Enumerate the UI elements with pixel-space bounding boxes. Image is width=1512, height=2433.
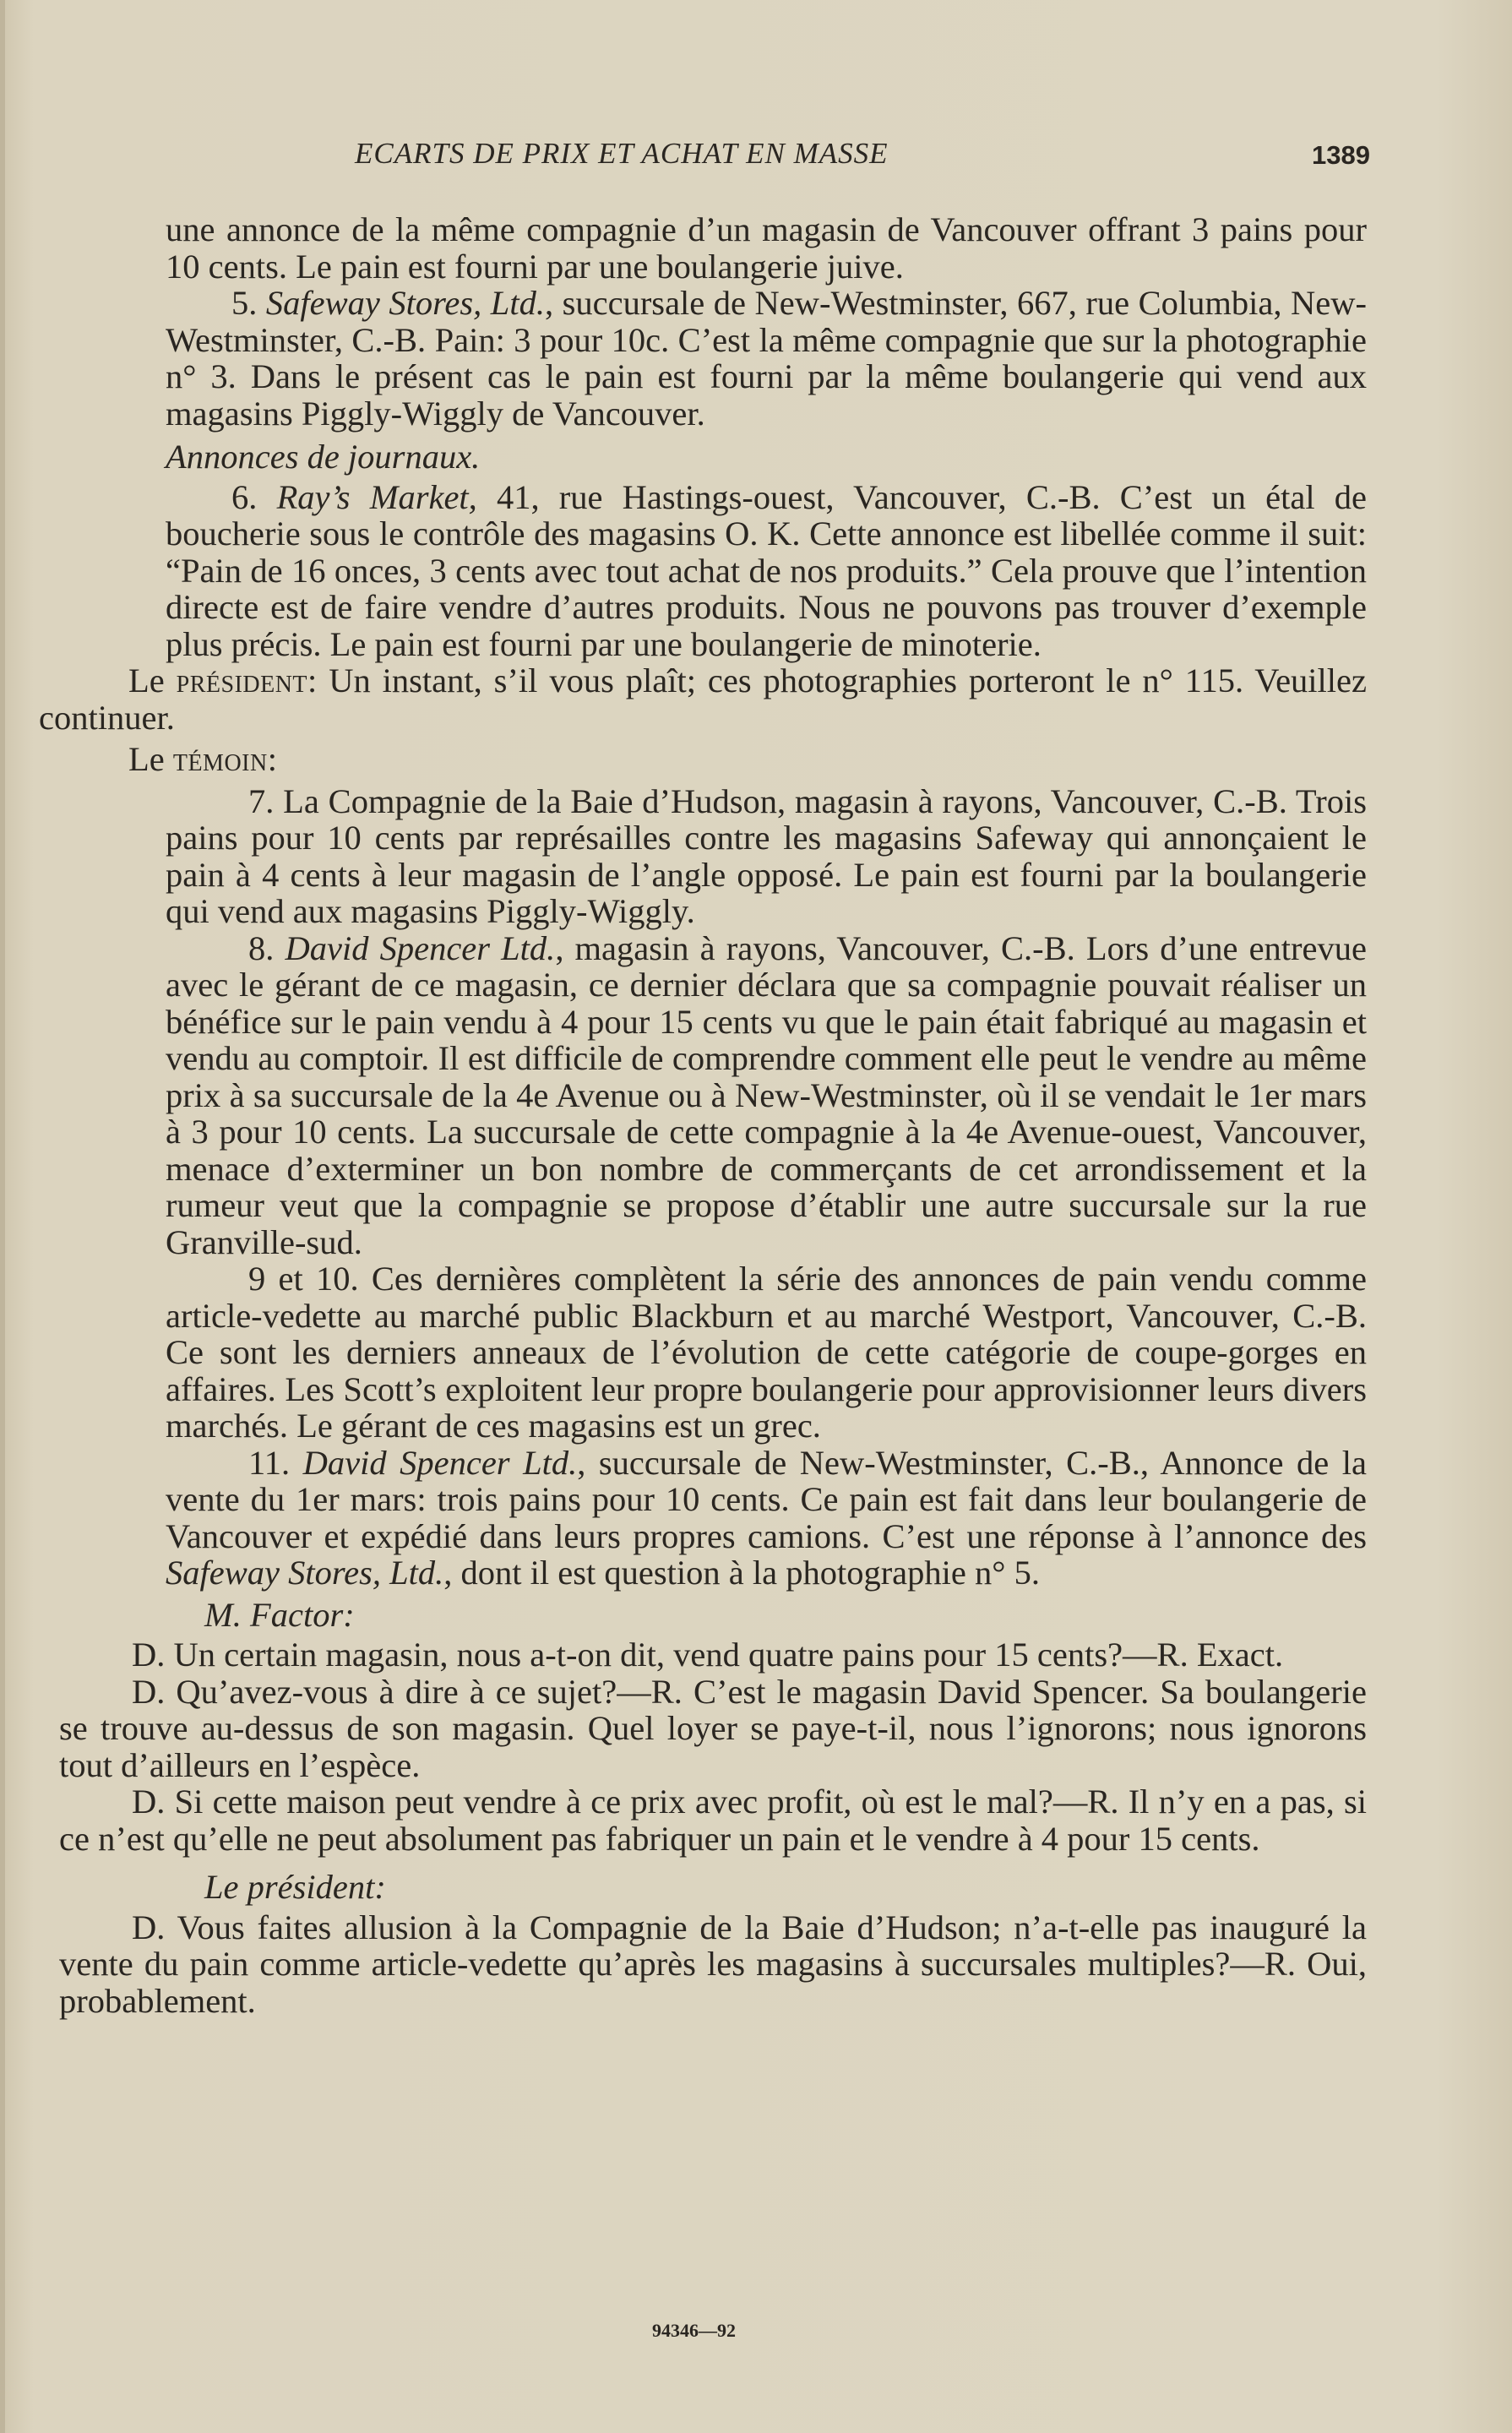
- print-code: 94346—92: [652, 2320, 736, 2341]
- question-answer-1: D. Un certain magasin, nous a-t-on dit, vend quatre pains pour 15 cents?—R. Exact.: [132, 1636, 1284, 1674]
- page-number: 1389: [1312, 140, 1370, 170]
- paragraph-item-5: 5. Safeway Stores, Ltd., succursale de New-Westminster, 667, rue Columbia, New-Westminster, C.-B. Pain: 3 pour 10c. C’est la même compagnie que sur la photographie n° 3. Dans le présent cas le pain est fourni par la même boulangerie qui vend aux magasins Piggly-Wiggly de Vancouver.: [166, 284, 1367, 433]
- store-name: David Spencer Ltd.: [285, 928, 556, 967]
- store-name: David Spencer Ltd.: [302, 1443, 578, 1482]
- paragraph-continued: une annonce de la même compagnie d’un magasin de Vancouver offrant 3 pains pour 10 cents. Le pain est fourni par une boulangerie juive.: [166, 210, 1367, 286]
- president-remark: Le président: Un instant, s’il vous plaît; ces photographies porteront le n° 115. Veuillez continuer.: [39, 661, 1368, 737]
- store-name: Ray’s Market,: [276, 477, 477, 516]
- paragraph-item-9-10: 9 et 10. Ces dernières complètent la série des annonces de pain vendu comme article-vedette au marché public Blackburn et au marché Westport, Vancouver, C.-B. Ce sont les derniers anneaux de l’évolution de cette catégorie de coupe-gorges en affaires. Les Scott’s exploitent leur propre boulangerie pour approvisionner leurs divers marchés. Le gérant de ces magasins est un grec.: [166, 1260, 1367, 1445]
- store-name: Safeway Stores, Ltd.: [265, 284, 545, 322]
- paragraph-item-7: 7. La Compagnie de la Baie d’Hudson, magasin à rayons, Vancouver, C.-B. Trois pains pour 10 cents par représailles contre les magasins Safeway qui annonçaient le pain à 4 cents à leur magasin de l’angle opposé. Le pain est fourni par la boulangerie qui vend aux magasins Piggly-Wiggly.: [166, 781, 1367, 930]
- paragraph-item-6: 6. Ray’s Market, 41, rue Hastings-ouest, Vancouver, C.-B. C’est un étal de boucherie sous le contrôle des magasins O. K. Cette annonce est libellée comme il suit: “Pain de 16 onces, 3 cents avec tout achat de nos produits.” Cela prouve que l’intention directe est de faire vendre d’autres produits. Nous ne pouvons pas trouver d’exemple plus précis. Le pain est fourni par une boulangerie de minoterie.: [166, 477, 1367, 663]
- question-answer-2: D. Qu’avez-vous à dire à ce sujet?—R. C’est le magasin David Spencer. Sa boulangerie se trouve au-dessus de son magasin. Quel loyer se paye-t-il, nous l’ignorons; nous ignorons tout d’ailleurs en l’espèce.: [59, 1672, 1367, 1784]
- paragraph-item-11: 11. David Spencer Ltd., succursale de New-Westminster, C.-B., Annonce de la vente du 1er mars: trois pains pour 10 cents. Ce pain est fait dans leur boulangerie de Vancouver et expédié dans leurs propres camions. C’est une réponse à l’annonce des Safeway Stores, Ltd., dont il est question à la photographie n° 5.: [166, 1443, 1367, 1592]
- page-gutter: [0, 0, 5, 2433]
- paragraph-item-8: 8. David Spencer Ltd., magasin à rayons, Vancouver, C.-B. Lors d’une entrevue avec le gérant de ce magasin, ce dernier déclara que sa compagnie pouvait réaliser un bénéfice sur le pain vendu à 4 pour 15 cents vu que le pain était fabriqué au magasin et vendu au comptoir. Il est difficile de comprendre comment elle peut le vendre au même prix à sa succursale de la 4e Avenue ou à New-Westminster, où il se vendait le 1er mars à 3 pour 10 cents. La succursale de cette compagnie à la 4e Avenue-ouest, Vancouver, menace d’exterminer un bon nombre de commerçants de cet arrondissement et la rumeur veut que la compagnie se propose d’établir une autre succursale sur la rue Granville-sud.: [166, 928, 1367, 1261]
- speaker-factor-label: M. Factor:: [204, 1595, 355, 1634]
- running-title: ECARTS DE PRIX ET ACHAT EN MASSE: [355, 137, 889, 170]
- witness-label: Le témoin:: [128, 740, 277, 778]
- question-answer-4: D. Vous faites allusion à la Compagnie de la Baie d’Hudson; n’a-t-elle pas inauguré la vente du pain comme article-vedette qu’après les magasins à succursales multiples?—R. Oui, probablement.: [59, 1908, 1367, 2020]
- question-answer-3: D. Si cette maison peut vendre à ce prix avec profit, où est le mal?—R. Il n’y en a pas, si ce n’est qu’elle ne peut absolument pas fabriquer un pain et le vendre à 4 pour 15 cents.: [59, 1783, 1367, 1858]
- store-name: Safeway Stores, Ltd.: [166, 1554, 444, 1592]
- speaker-label: président: [176, 661, 308, 699]
- section-heading: Annonces de journaux.: [166, 438, 481, 476]
- page-header: [0, 137, 1512, 179]
- speaker-president-label: Le président:: [204, 1868, 386, 1906]
- page-body: [39, 210, 1368, 2020]
